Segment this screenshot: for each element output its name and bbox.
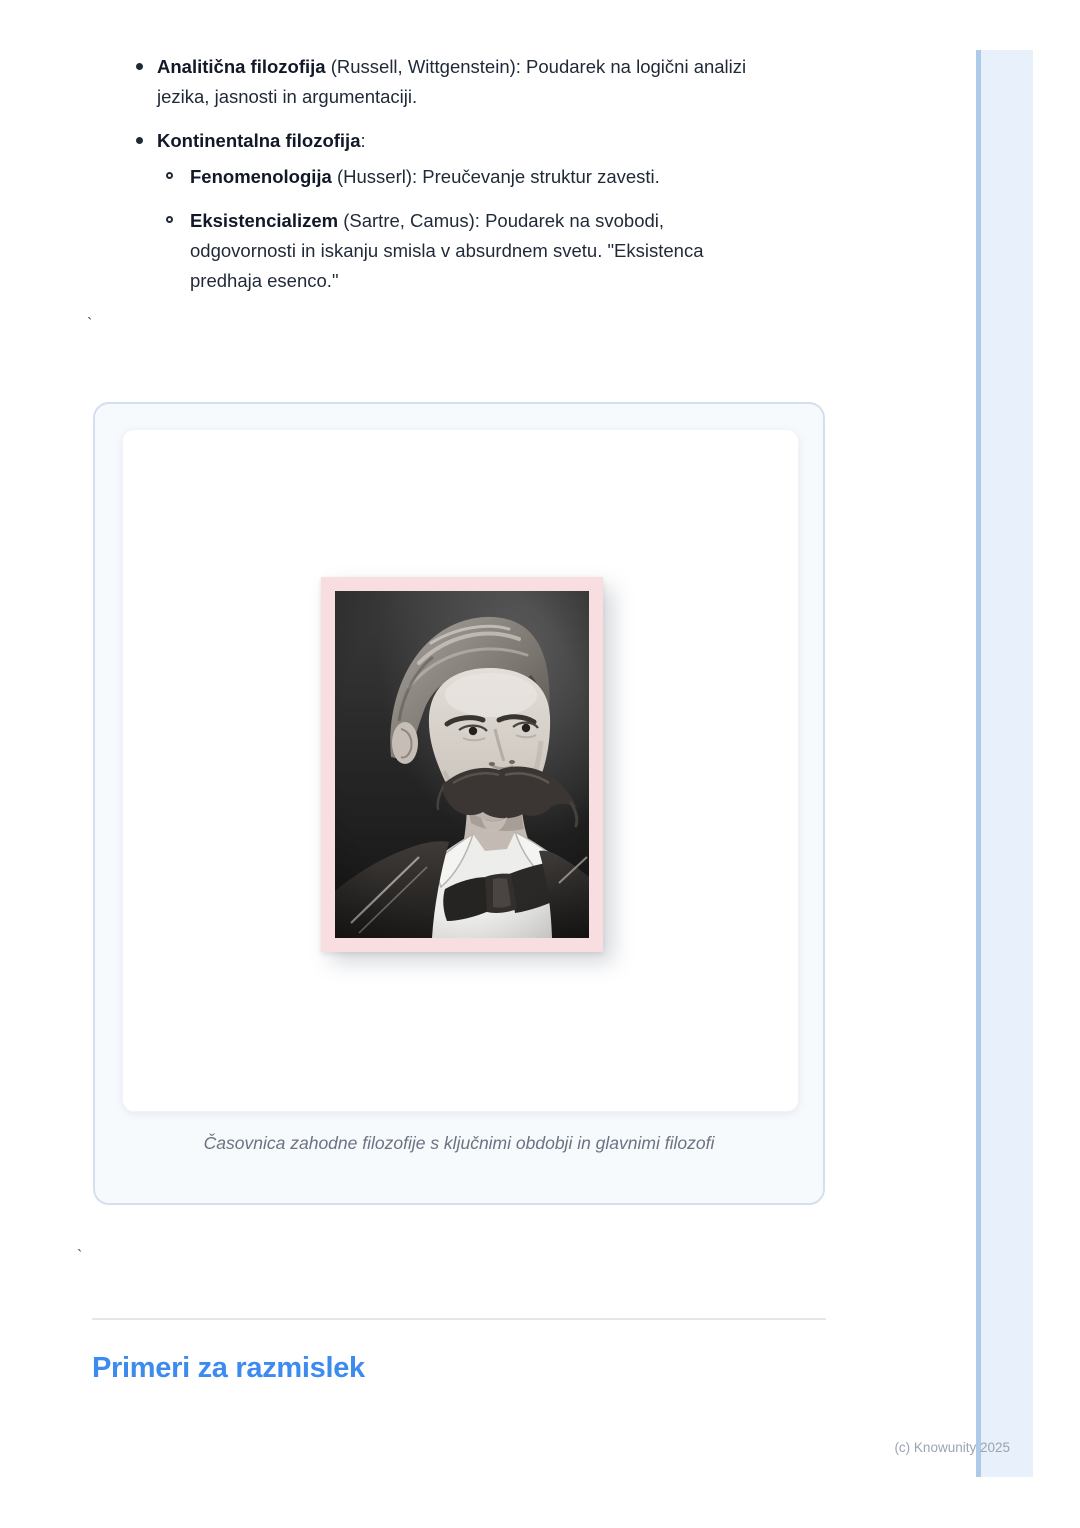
list-term: Fenomenologija: [190, 166, 332, 187]
list-term: Analitična filozofija: [157, 56, 326, 77]
philosophy-bullet-list: [135, 52, 797, 310]
stray-backtick-mark: `: [87, 316, 93, 333]
sub-item-text: [190, 162, 775, 192]
list-desc: (Sartre, Camus): Poudarek na svobodi, odgovornosti in iskanju smisla v absurdnem svetu. "Eksistenca predhaja esenco.": [190, 210, 704, 291]
figure-caption: Časovnica zahodne filozofije s ključnimi obdobji in glavnimi filozofi: [203, 1133, 715, 1153]
section-divider: [92, 1318, 826, 1320]
list-item-analiticna: [135, 52, 797, 112]
page-scrollbar[interactable]: [976, 50, 1033, 1477]
sub-item-fenomenologija: [157, 162, 797, 192]
list-item-text: [157, 126, 797, 156]
list-term: Eksistencializem: [190, 210, 339, 231]
bullet-dot-icon: [136, 137, 143, 144]
section-heading: Primeri za razmislek: [92, 1352, 365, 1384]
bullet-dot-icon: [136, 63, 143, 70]
nietzsche-portrait-image: [335, 591, 589, 938]
stray-backtick-mark: `: [77, 1248, 83, 1265]
bullet-circle-icon: [166, 172, 173, 179]
list-term: Kontinentalna filozofija: [157, 130, 361, 151]
sub-item-text: [190, 206, 775, 296]
portrait-pink-frame: [321, 577, 603, 952]
bullet-circle-icon: [166, 216, 173, 223]
list-desc: :: [360, 130, 366, 151]
sub-item-eksistencializem: [157, 206, 797, 296]
copyright-text: (c) Knowunity 2025: [894, 1440, 1010, 1455]
figure-card: [93, 402, 825, 1205]
portrait-illustration: [335, 591, 589, 938]
list-desc: (Husserl): Preučevanje struktur zavesti.: [331, 166, 660, 187]
list-item-kontinentalna: [135, 126, 797, 296]
philosophy-sub-list: [157, 162, 797, 296]
list-desc: (Russell, Wittgenstein): Poudarek na logični analizi jezika, jasnosti in argumentaciji.: [157, 56, 747, 107]
list-item-text: [157, 52, 797, 112]
figure-inner-card: [122, 429, 799, 1112]
